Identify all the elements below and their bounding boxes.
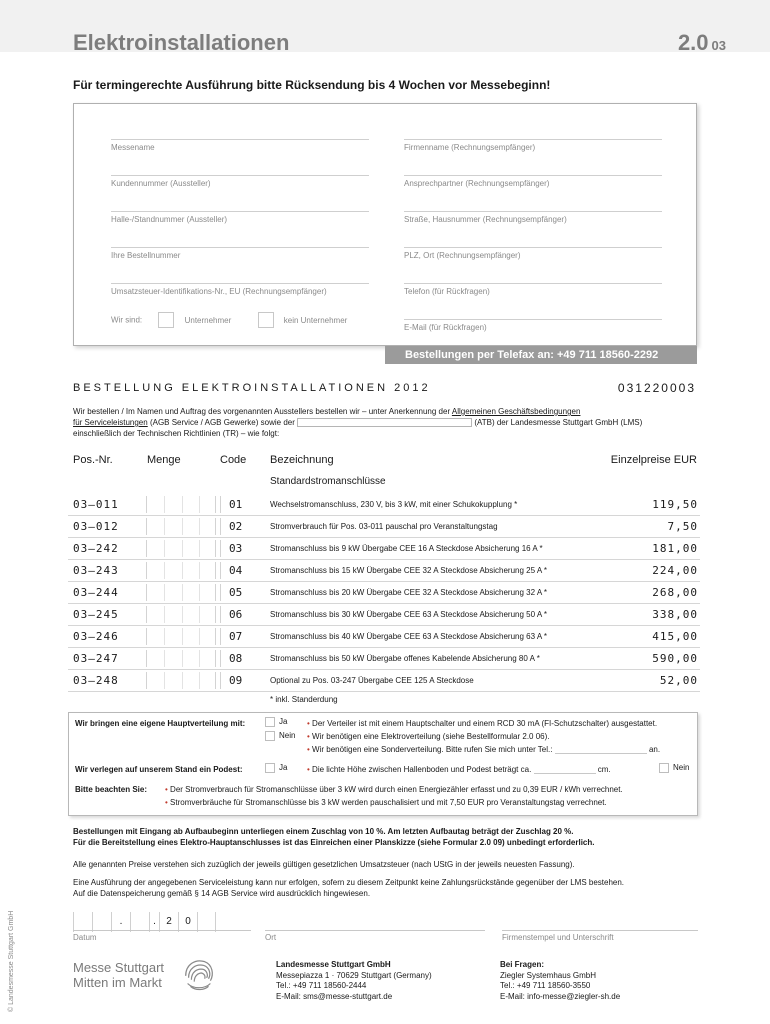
q1-nein [265, 731, 295, 741]
table-row [68, 670, 700, 692]
contact-company: Ziegler Systemhaus GmbH [500, 970, 597, 980]
logo-line-2: Mitten im Markt [73, 975, 162, 990]
form-number-sub: 03 [711, 38, 726, 53]
table-row [68, 538, 700, 560]
order-title: BESTELLUNG ELEKTROINSTALLATIONEN 2012 [73, 382, 431, 394]
q3-note-a: • Der Stromverbrauch für Stromanschlüsse über 3 kW wird durch einen Energiezähler erfasst und zu 0,39 EUR / kWh verrechnet. [165, 785, 623, 794]
q1-option-c: • Wir benötigen eine Sonderverteilung. Bitte rufen Sie mich unter Tel.: an. [307, 745, 661, 754]
row-quantity-input[interactable] [146, 518, 216, 535]
field-kundennummer[interactable]: Kundennummer (Aussteller) [111, 175, 369, 189]
col-bezeichnung: Bezeichnung [270, 454, 334, 466]
contact-email: E-Mail: info-messe@ziegler-sh.de [500, 991, 621, 1001]
row-quantity-input[interactable] [146, 584, 216, 601]
row-code: 07 [220, 628, 248, 645]
row-pos: 03–012 [73, 520, 119, 533]
form-number [678, 30, 726, 56]
contact-phone: Tel.: +49 711 18560-3550 [500, 981, 591, 990]
col-preis: Einzelpreise EUR [610, 454, 697, 466]
intro-text-1: Wir bestellen / Im Namen und Auftrag des vorgenannten Ausstellers bestellen wir – unter Anerkennung der [73, 407, 452, 416]
questions-box [68, 712, 698, 816]
row-pos: 03–246 [73, 630, 119, 643]
q1-ja-checkbox[interactable] [265, 717, 275, 727]
lms-phone: Tel.: +49 711 18560-2444 [276, 981, 367, 990]
checkbox-unternehmer[interactable] [158, 312, 174, 328]
q3-note-a-text: Der Stromverbrauch für Stromanschlüsse über 3 kW wird durch einen Energiezähler erfasst und zu 0,39 EUR / kWh verrechnet. [170, 785, 623, 794]
q1-nein-label: Nein [279, 731, 296, 741]
q3-note-b: • Stromverbräuche für Stromanschlüsse bis 3 kW werden pauschalisiert und mit 7,50 EUR pro Veranstaltungstag verrechnet. [165, 798, 607, 807]
q1-option-b-text: Wir benötigen eine Elektroverteilung (siehe Bestellformular 2.0 06). [312, 732, 550, 741]
label-datum: Datum [73, 930, 251, 942]
logo-line-1: Messe Stuttgart [73, 960, 165, 975]
date-digit-3[interactable] [130, 912, 149, 932]
table-row [68, 516, 700, 538]
q1-option-a: • Der Verteiler ist mit einem Hauptschalter und einem RCD 30 mA (FI-Schutzschalter) ausgestattet. [307, 719, 658, 728]
q3-note-b-text: Stromverbräuche für Stromanschlüsse bis 3 kW werden pauschalisiert und mit 7,50 EUR pro Veranstaltungstag verrechnet. [170, 798, 607, 807]
q1-ja-label: Ja [279, 717, 288, 727]
note-vat: Alle genannten Preise verstehen sich zuzüglich der jeweils gültigen gesetzlichen Umsatzsteuer (nach UStG in der jeweils neuesten Fassung). [73, 860, 575, 869]
q2-cm-label: cm. [597, 765, 611, 774]
row-description: Stromanschluss bis 15 kW Übergabe CEE 32 A Steckdose Absicherung 25 A * [270, 566, 548, 575]
row-pos: 03–011 [73, 498, 119, 511]
footnote: * inkl. Standerdung [270, 695, 338, 704]
phone-field[interactable] [555, 746, 647, 754]
q1-nein-checkbox[interactable] [265, 731, 275, 741]
company-type-label: Wir sind: [111, 315, 143, 325]
lms-address [276, 960, 432, 1002]
customer-form-panel [73, 103, 697, 346]
row-pos: 03–243 [73, 564, 119, 577]
row-description: Stromanschluss bis 9 kW Übergabe CEE 16 A Steckdose Absicherung 16 A * [270, 544, 543, 553]
row-price: 590,00 [652, 652, 698, 665]
copyright: © Landesmesse Stuttgart GmbH [8, 910, 15, 1012]
row-quantity-input[interactable] [146, 540, 216, 557]
label-ort: Ort [265, 930, 485, 942]
q1-option-b: • Wir benötigen eine Elektroverteilung (siehe Bestellformular 2.0 06). [307, 732, 550, 741]
q2-label: Wir verlegen auf unserem Stand ein Podest: [75, 765, 243, 774]
company-type-group [111, 312, 347, 328]
row-pos: 03–245 [73, 608, 119, 621]
order-number: 031220003 [617, 381, 696, 395]
table-row [68, 560, 700, 582]
q2-ja-label: Ja [279, 763, 288, 773]
messe-logo-text [73, 960, 164, 990]
field-messename[interactable]: Messename [111, 139, 369, 153]
contact-title: Bei Fragen: [500, 960, 545, 969]
date-digit-1[interactable] [73, 912, 92, 932]
q2-option-a-text: Die lichte Höhe zwischen Hallenboden und Podest beträgt ca. [312, 765, 532, 774]
row-code: 06 [220, 606, 248, 623]
q2-nein-label: Nein [673, 763, 690, 773]
row-description: Stromanschluss bis 50 kW Übergabe offenes Kabelende Absicherung 80 A * [270, 654, 540, 663]
row-quantity-input[interactable] [146, 672, 216, 689]
col-code: Code [220, 454, 247, 466]
field-email[interactable]: E-Mail (für Rückfragen) [404, 319, 662, 333]
row-code: 01 [220, 496, 248, 513]
field-bestellnummer[interactable]: Ihre Bestellnummer [111, 247, 369, 261]
col-menge: Menge [147, 454, 181, 466]
field-halle-stand[interactable]: Halle-/Standnummer (Aussteller) [111, 211, 369, 225]
q2-ja-checkbox[interactable] [265, 763, 275, 773]
row-code: 04 [220, 562, 248, 579]
field-plz-ort[interactable]: PLZ, Ort (Rechnungsempfänger) [404, 247, 662, 261]
date-digit-2[interactable] [92, 912, 111, 932]
note-payment: Eine Ausführung der angegebenen Serviceleistung kann nur erfolgen, sofern zu diesem Zeitpunkt keine Zahlungsrückstände gegenüber der LMS bestehen. [73, 878, 625, 887]
lms-name: Landesmesse Stuttgart GmbH [276, 960, 391, 969]
q1-option-a-text: Der Verteiler ist mit einem Hauptschalter und einem RCD 30 mA (FI-Schutzschalter) ausgestattet. [312, 719, 658, 728]
row-price: 119,50 [652, 498, 698, 511]
date-dot-2: . [149, 912, 159, 932]
row-code: 02 [220, 518, 248, 535]
row-pos: 03–248 [73, 674, 119, 687]
atb-field[interactable] [297, 418, 472, 427]
field-strasse[interactable]: Straße, Hausnummer (Rechnungsempfänger) [404, 211, 662, 225]
row-pos: 03–247 [73, 652, 119, 665]
agb-link-2[interactable]: für Serviceleistungen [73, 418, 148, 427]
q3-label: Bitte beachten Sie: [75, 785, 148, 794]
page-title: Elektroinstallationen [73, 30, 290, 55]
height-field[interactable] [534, 766, 596, 774]
agb-link[interactable]: Allgemeinen Geschäftsbedingungen [451, 407, 581, 416]
row-price: 415,00 [652, 630, 698, 643]
row-description: Wechselstromanschluss, 230 V, bis 3 kW, mit einer Schukokupplung * [270, 500, 518, 509]
row-price: 268,00 [652, 586, 698, 599]
section-standard: Standardstromanschlüsse [270, 476, 386, 487]
date-digit-4[interactable] [197, 912, 216, 932]
row-description: Optional zu Pos. 03-247 Übergabe CEE 125 A Steckdose [270, 676, 474, 685]
row-description: Stromanschluss bis 20 kW Übergabe CEE 32 A Steckdose Absicherung 32 A * [270, 588, 548, 597]
field-firmenname[interactable]: Firmenname (Rechnungsempfänger) [404, 139, 662, 153]
q2-ja [265, 763, 287, 773]
row-quantity-input[interactable] [146, 562, 216, 579]
contact-address [500, 960, 620, 1002]
row-divider [68, 691, 700, 692]
surcharge-note-2: Für die Bereitstellung eines Elektro-Hauptanschlusses ist das Einreichen einer Planskizze (siehe Formular 2.0 09) unbedingt erforderlich. [73, 838, 595, 847]
row-quantity-input[interactable] [146, 650, 216, 667]
lms-email: E-Mail: sms@messe-stuttgart.de [276, 991, 393, 1001]
row-price: 52,00 [659, 674, 698, 687]
row-quantity-input[interactable] [146, 628, 216, 645]
row-quantity-input[interactable] [146, 496, 216, 513]
label-kein-unternehmer: kein Unternehmer [283, 315, 348, 325]
q2-nein-checkbox[interactable] [659, 763, 669, 773]
surcharge-notes [73, 826, 713, 848]
q1-option-c-end: an. [648, 745, 661, 754]
row-code: 05 [220, 584, 248, 601]
row-description: Stromanschluss bis 30 kW Übergabe CEE 63 A Steckdose Absicherung 50 A * [270, 610, 548, 619]
checkbox-kein-unternehmer[interactable] [258, 312, 274, 328]
lms-street: Messepiazza 1 · 70629 Stuttgart (Germany) [276, 970, 432, 980]
intro-text-2: (AGB Service / AGB Gewerke) sowie der [147, 418, 298, 427]
date-year-0: 0 [178, 912, 197, 932]
fax-banner: Bestellungen per Telefax an: +49 711 18560-2292 [385, 346, 697, 364]
row-code: 09 [220, 672, 248, 689]
table-row [68, 626, 700, 648]
row-quantity-input[interactable] [146, 606, 216, 623]
row-code: 08 [220, 650, 248, 667]
row-price: 7,50 [667, 520, 698, 533]
table-row [68, 648, 700, 670]
label-unternehmer: Unternehmer [184, 315, 232, 325]
row-price: 181,00 [652, 542, 698, 555]
field-telefon[interactable]: Telefon (für Rückfragen) [404, 283, 662, 297]
field-ansprechpartner[interactable]: Ansprechpartner (Rechnungsempfänger) [404, 175, 662, 189]
col-pos: Pos.-Nr. [73, 454, 113, 466]
row-pos: 03–244 [73, 586, 119, 599]
surcharge-note-1: Bestellungen mit Eingang ab Aufbaubeginn unterliegen einem Zuschlag von 10 %. Am letzten Aufbautag beträgt der Zuschlag 20 %. [73, 827, 574, 836]
row-description: Stromanschluss bis 40 kW Übergabe CEE 63 A Steckdose Absicherung 63 A * [270, 632, 548, 641]
row-description: Stromverbrauch für Pos. 03-011 pauschal pro Veranstaltungstag [270, 522, 498, 531]
row-code: 03 [220, 540, 248, 557]
q2-option-a: • Die lichte Höhe zwischen Hallenboden und Podest beträgt ca. cm. [307, 765, 611, 774]
order-intro [73, 406, 703, 439]
label-stempel: Firmenstempel und Unterschrift [502, 930, 698, 942]
table-row [68, 604, 700, 626]
intro-text-3: (ATB) der Landesmesse Stuttgart GmbH (LMS) [472, 418, 643, 427]
row-price: 338,00 [652, 608, 698, 621]
field-ustid[interactable]: Umsatzsteuer-Identifikations-Nr., EU (Rechnungsempfänger) [111, 283, 369, 297]
date-dot-1: . [111, 912, 130, 932]
row-price: 224,00 [652, 564, 698, 577]
table-row [68, 582, 700, 604]
table-row [68, 494, 700, 516]
form-number-main: 2.0 [677, 30, 709, 55]
q1-label: Wir bringen eine eigene Hauptverteilung mit: [75, 719, 246, 728]
q2-nein [659, 763, 689, 773]
intro-text-4: einschließlich der Technischen Richtlinien (TR) – wie folgt: [73, 429, 280, 438]
messe-swirl-logo-icon [180, 955, 218, 993]
date-year-2: 2 [159, 912, 178, 932]
q1-option-c-text: Wir benötigen eine Sonderverteilung. Bitte rufen Sie mich unter Tel.: [312, 745, 553, 754]
row-pos: 03–242 [73, 542, 119, 555]
deadline-note: Für termingerechte Ausführung bitte Rücksendung bis 4 Wochen vor Messebeginn! [73, 78, 551, 92]
q1-ja [265, 717, 287, 727]
note-data: Auf die Datenspeicherung gemäß § 14 AGB Service wird ausdrücklich hingewiesen. [73, 889, 371, 898]
